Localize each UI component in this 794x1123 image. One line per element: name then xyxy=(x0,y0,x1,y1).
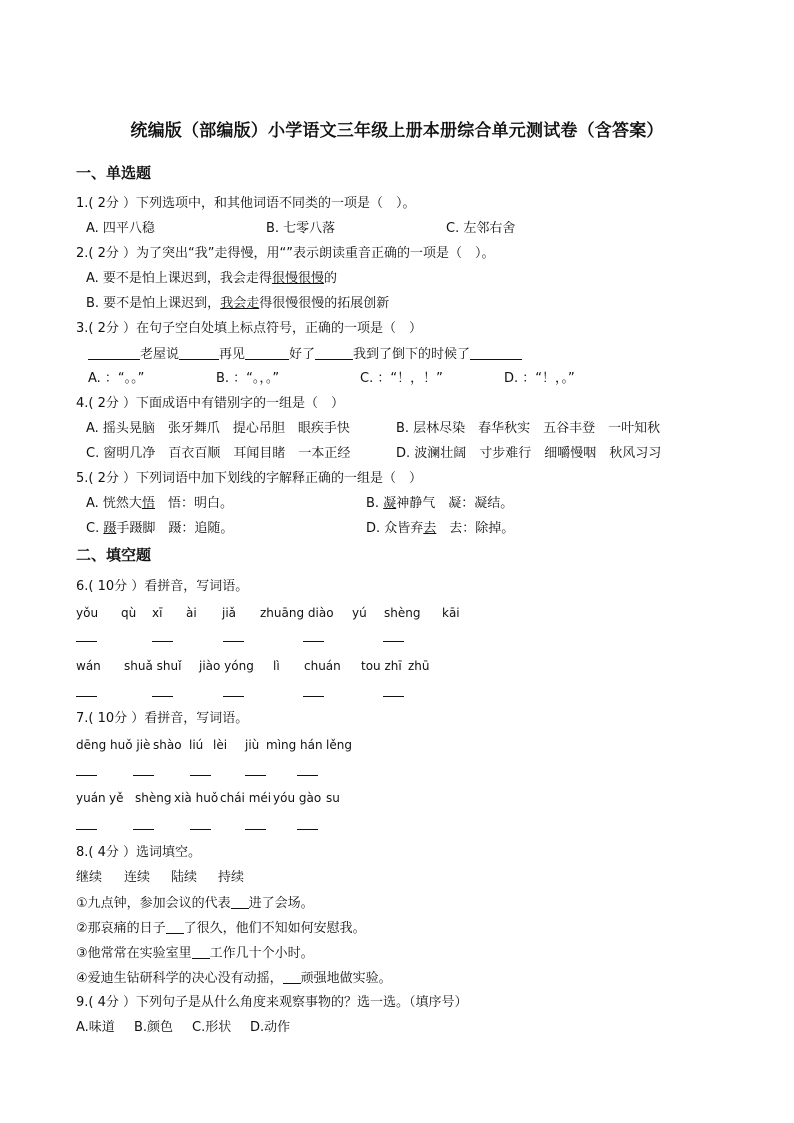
question-4-stem: 4.( 2分 ）下面成语中有错别字的一组是（ ） xyxy=(76,396,345,411)
answer-blank xyxy=(303,641,324,642)
option-text: B. 要不是怕上课迟到， xyxy=(86,296,221,311)
pinyin: yǒu xyxy=(76,606,99,620)
question-9-option-b: B.颜色 xyxy=(134,1020,174,1035)
option-text: A. 要不是怕上课迟到，我会走得 xyxy=(86,271,272,286)
question-8-sentence-1 xyxy=(76,894,314,913)
pinyin: shuǎ shuǐ xyxy=(124,659,182,673)
question-9-option-d: D.动作 xyxy=(250,1020,291,1035)
question-5-option-d xyxy=(366,520,514,538)
section-heading-fill-in: 二、填空题 xyxy=(76,546,152,564)
question-3-option-a: A. ：“。。” xyxy=(88,371,145,386)
question-7-stem: 7.( 10分 ）看拼音，写词语。 xyxy=(76,711,249,726)
word-choice: 继续 xyxy=(76,870,103,885)
answer-blank xyxy=(76,829,97,830)
sentence-fragment: 进了会场。 xyxy=(248,896,314,911)
pinyin: yú xyxy=(352,606,367,620)
answer-blank xyxy=(383,696,404,697)
sentence-fragment: 工作几十个小时。 xyxy=(209,946,314,961)
answer-blank xyxy=(223,696,244,697)
blank xyxy=(470,345,522,360)
pinyin: mìng hán xyxy=(266,738,323,752)
pinyin: shèng xyxy=(384,606,421,620)
answer-blank xyxy=(76,775,97,776)
pinyin: zhuāng diào xyxy=(260,606,334,620)
sentence-fragment: 我到了倒下的时候了 xyxy=(353,347,471,362)
question-3-sentence xyxy=(88,345,522,364)
option-text: 的 xyxy=(323,271,337,286)
option-text: B. xyxy=(366,496,384,511)
blank xyxy=(179,345,219,360)
blank xyxy=(283,969,301,984)
blank xyxy=(88,345,140,360)
blank xyxy=(245,345,289,360)
answer-blank xyxy=(133,775,154,776)
pinyin: lì xyxy=(273,659,280,673)
question-2-option-a xyxy=(86,270,337,288)
answer-blank xyxy=(297,775,318,776)
pinyin: kāi xyxy=(442,606,460,620)
pinyin: shèng xyxy=(135,791,172,805)
pinyin: liú xyxy=(189,738,204,752)
question-1-option-c: C. 左邻右舍 xyxy=(446,221,516,236)
pinyin: yóu gào xyxy=(273,791,322,805)
answer-blank xyxy=(152,696,173,697)
question-4-option-c: C. 窗明几净 百衣百顺 耳闻目睹 一本正经 xyxy=(86,446,351,461)
pinyin: jiǎ xyxy=(222,606,237,620)
question-1-stem: 1.( 2分 ）下列选项中，和其他词语不同类的一项是（ ）。 xyxy=(76,196,416,211)
answer-blank xyxy=(190,829,211,830)
underlined-char: 蹑 xyxy=(103,521,117,536)
question-3-stem: 3.( 2分 ）在句子空白处填上标点符号，正确的一项是（ ） xyxy=(76,321,423,336)
question-9-stem: 9.( 4分 ）下列句子是从什么角度来观察事物的？选一选。（填序号） xyxy=(76,995,468,1010)
pinyin: chuán xyxy=(304,659,341,673)
question-4-option-d: D. 波澜壮阔 寸步难行 细嚼慢咽 秋风习习 xyxy=(396,446,662,461)
question-3-option-b: B. ：“。，。” xyxy=(216,371,280,386)
sentence-fragment: ③他常常在实验室里 xyxy=(76,946,192,961)
answer-blank xyxy=(383,641,404,642)
question-1-option-a: A. 四平八稳 xyxy=(86,221,155,236)
option-text: 去：除掉。 xyxy=(436,521,515,536)
option-text: C. xyxy=(86,521,104,536)
question-2-option-b xyxy=(86,295,389,313)
option-text: 手蹑脚 蹑：追随。 xyxy=(116,521,234,536)
question-8-stem: 8.( 4分 ）选词填空。 xyxy=(76,845,202,860)
answer-blank xyxy=(133,829,154,830)
option-text: 悟：明白。 xyxy=(154,496,233,511)
pinyin: yě xyxy=(109,791,124,805)
underlined-char: 凝 xyxy=(383,496,397,511)
option-text: D. 众皆弃 xyxy=(366,521,424,536)
underlined-char: 去 xyxy=(423,521,437,536)
blank xyxy=(231,894,249,909)
answer-blank xyxy=(76,641,97,642)
question-5-stem: 5.( 2分 ）下列词语中加下划线的字解释正确的一组是（ ） xyxy=(76,471,423,486)
question-5-option-a xyxy=(86,495,233,513)
pinyin: xī xyxy=(152,606,163,620)
blank xyxy=(166,919,184,934)
word-choice: 陆续 xyxy=(171,870,198,885)
answer-blank xyxy=(76,696,97,697)
pinyin: jiù xyxy=(245,738,260,752)
pinyin: huǒ jiè xyxy=(110,738,151,752)
option-text: 得很慢很慢的拓展创新 xyxy=(259,296,390,311)
sentence-fragment: 顽强地做实验。 xyxy=(300,971,392,986)
pinyin: ài xyxy=(186,606,197,620)
question-9-option-a: A.味道 xyxy=(76,1020,115,1035)
pinyin: jiào yóng xyxy=(199,659,254,673)
answer-blank xyxy=(152,641,173,642)
question-9-option-c: C.形状 xyxy=(192,1020,232,1035)
sentence-fragment: ①九点钟，参加会议的代表 xyxy=(76,896,231,911)
question-5-option-c xyxy=(86,520,233,538)
underlined-text: 我会走 xyxy=(220,296,260,311)
sentence-fragment: ②那哀痛的日子 xyxy=(76,921,166,936)
underlined-text: 很慢很慢 xyxy=(271,271,324,286)
sentence-fragment: 了很久，他们不知如何安慰我。 xyxy=(183,921,366,936)
answer-blank xyxy=(245,775,266,776)
pinyin: su xyxy=(326,791,340,805)
pinyin: dēng xyxy=(76,738,107,752)
sentence-fragment: 再见 xyxy=(219,347,246,362)
page-title: 统编版（部编版）小学语文三年级上册本册综合单元测试卷（含答案） xyxy=(130,121,664,141)
option-text: 神静气 凝：凝结。 xyxy=(396,496,514,511)
word-choice: 连续 xyxy=(124,870,151,885)
question-8-sentence-2 xyxy=(76,919,366,938)
pinyin: qù xyxy=(121,606,137,620)
answer-blank xyxy=(190,775,211,776)
sentence-fragment: 老屋说 xyxy=(140,347,180,362)
option-text: A. 恍然大 xyxy=(86,496,142,511)
pinyin: lěng xyxy=(326,738,352,752)
question-4-option-a: A. 摇头晃脑 张牙舞爪 提心吊胆 眼疾手快 xyxy=(86,421,350,436)
underlined-char: 悟 xyxy=(141,496,155,511)
pinyin: chái méi xyxy=(220,791,272,805)
question-5-option-b xyxy=(366,495,513,513)
blank xyxy=(315,345,353,360)
question-3-option-c: C. ：“！，！” xyxy=(360,371,443,386)
question-4-option-b: B. 层林尽染 春华秋实 五谷丰登 一叶知秋 xyxy=(396,421,661,436)
word-choice: 持续 xyxy=(218,870,245,885)
section-heading-single-choice: 一、单选题 xyxy=(76,164,152,182)
pinyin: zhū xyxy=(408,659,430,673)
question-8-sentence-4 xyxy=(76,969,392,988)
pinyin: tou zhī xyxy=(361,659,402,673)
pinyin: shào xyxy=(153,738,182,752)
question-2-stem: 2.( 2分 ）为了突出“我”走得慢，用“”表示朗读重音正确的一项是（ ）。 xyxy=(76,246,495,261)
sentence-fragment: 好了 xyxy=(289,347,316,362)
pinyin: xià huǒ xyxy=(174,791,219,805)
answer-blank xyxy=(245,829,266,830)
question-3-option-d: D. ：“！，。” xyxy=(504,371,575,386)
blank xyxy=(192,944,210,959)
question-6-stem: 6.( 10分 ）看拼音，写词语。 xyxy=(76,579,249,594)
question-1-option-b: B. 七零八落 xyxy=(266,221,336,236)
answer-blank xyxy=(303,696,324,697)
sentence-fragment: ④爱迪生钻研科学的决心没有动摇， xyxy=(76,971,283,986)
pinyin: yuán xyxy=(76,791,106,805)
pinyin: wán xyxy=(76,659,101,673)
answer-blank xyxy=(223,641,244,642)
answer-blank xyxy=(297,829,318,830)
question-8-sentence-3 xyxy=(76,944,314,963)
pinyin: lèi xyxy=(213,738,228,752)
